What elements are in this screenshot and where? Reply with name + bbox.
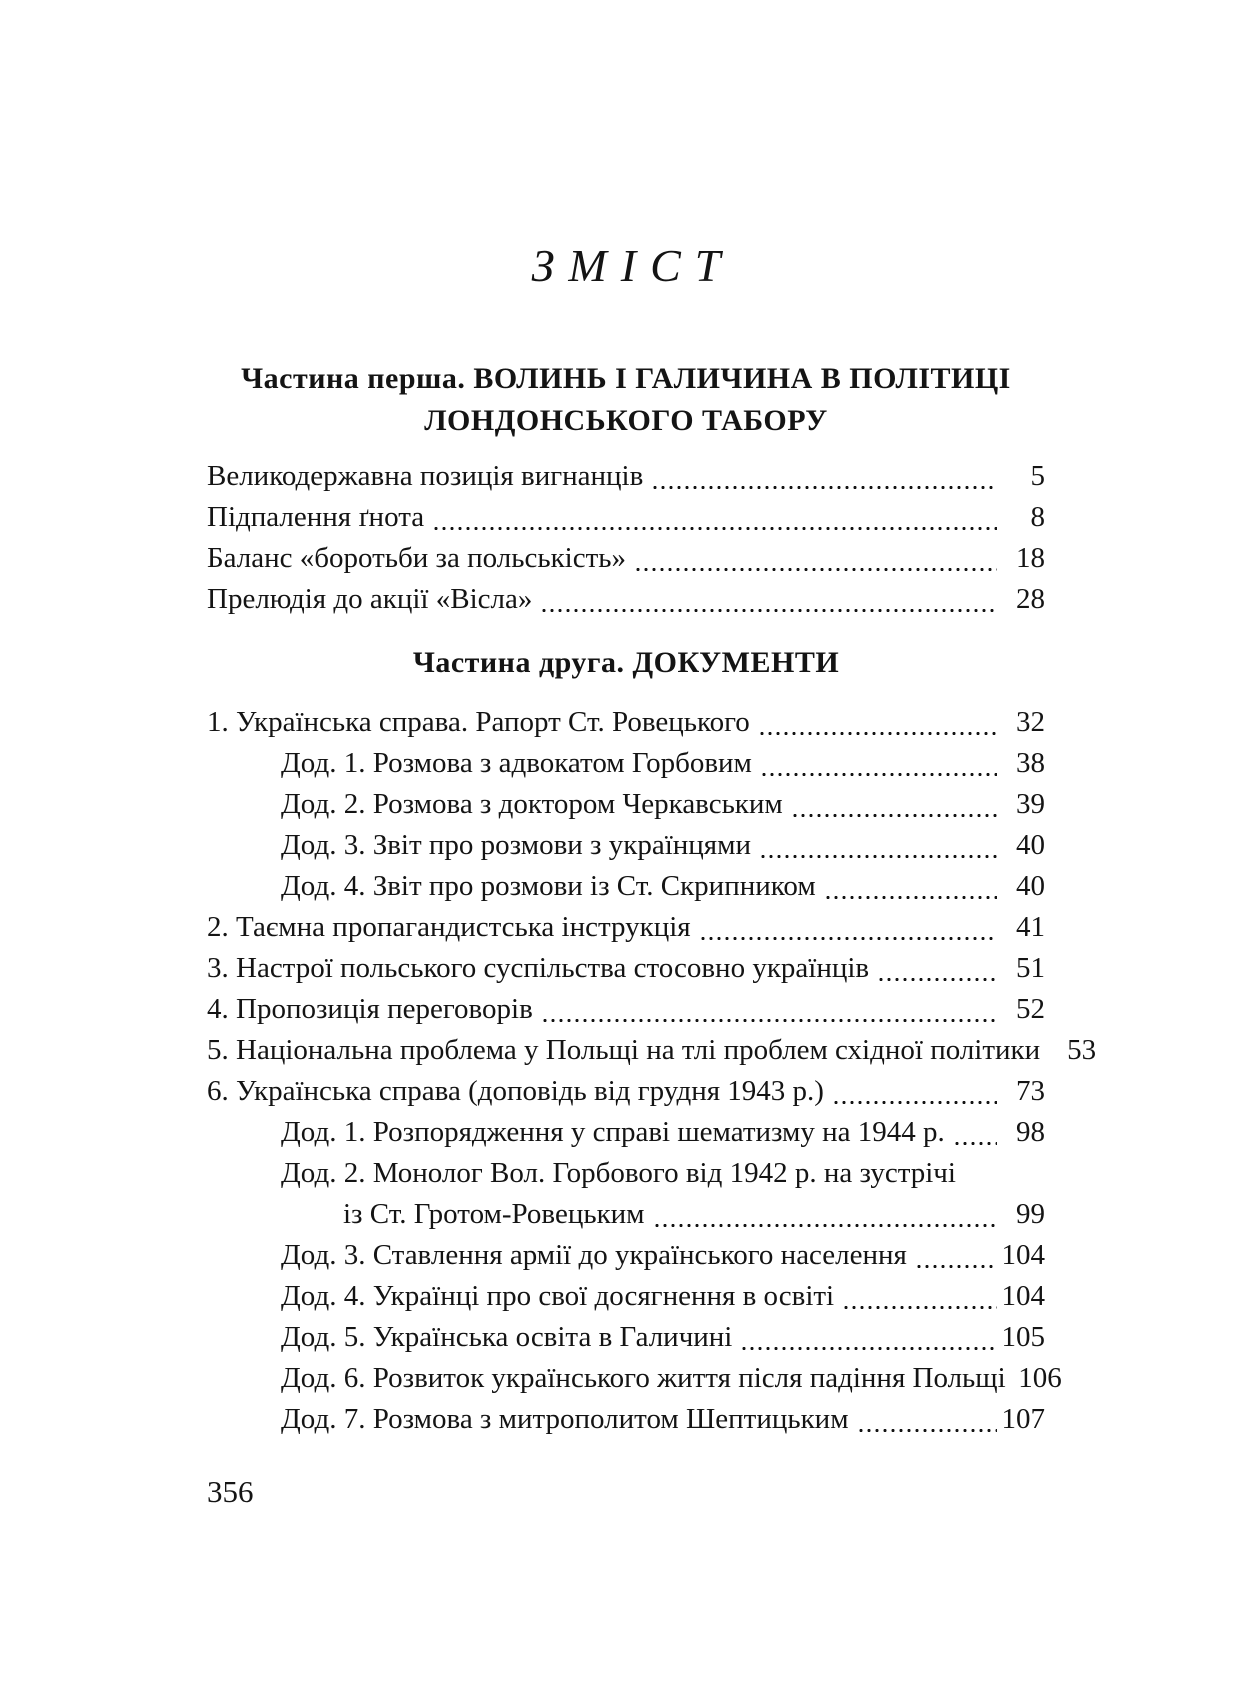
entry-label: Дод. 1. Розпорядження у справі шематизму на 1944 р. bbox=[281, 1116, 945, 1148]
dot-leader bbox=[760, 772, 997, 777]
toc-row bbox=[207, 1112, 1045, 1153]
entry-label: Дод. 2. Розмова з доктором Черкавським bbox=[281, 788, 783, 820]
toc-row bbox=[207, 948, 1045, 989]
section-one-heading-line-2: ЛОНДОНСЬКОГО ТАБОРУ bbox=[424, 404, 828, 437]
toc-row bbox=[207, 497, 1045, 538]
entry-label: Дод. 3. Звіт про розмови з українцями bbox=[281, 829, 752, 861]
toc-row bbox=[207, 1030, 1097, 1071]
section-one-heading bbox=[207, 358, 1045, 442]
dot-leader bbox=[634, 567, 997, 572]
dot-leader bbox=[540, 608, 997, 613]
entry-label: із Ст. Гротом-Ровецьким bbox=[343, 1198, 645, 1230]
entry-label: Дод. 5. Українська освіта в Галичині bbox=[281, 1321, 733, 1353]
toc-row bbox=[207, 702, 1045, 743]
dot-leader bbox=[953, 1141, 997, 1146]
entry-page-number: 40 bbox=[1016, 829, 1045, 861]
entry-page-number: 73 bbox=[1016, 1075, 1045, 1107]
entry-label: Дод. 4. Звіт про розмови із Ст. Скрипником bbox=[281, 870, 816, 902]
toc-row bbox=[207, 784, 1045, 825]
toc-row bbox=[207, 1276, 1045, 1317]
entry-page-number: 106 bbox=[1018, 1362, 1062, 1394]
entry-page-number: 39 bbox=[1016, 788, 1045, 820]
toc-content bbox=[207, 238, 1097, 1440]
section-part-one bbox=[207, 358, 1045, 620]
entry-page-number: 38 bbox=[1016, 747, 1045, 779]
section-two-heading-line-1: Частина друга. ДОКУМЕНТИ bbox=[412, 646, 840, 679]
dot-leader bbox=[541, 1018, 997, 1023]
entry-page-number: 105 bbox=[1001, 1321, 1045, 1353]
entry-page-number: 52 bbox=[1016, 993, 1045, 1025]
entry-label: Дод. 4. Українці про свої досягнення в освіті bbox=[281, 1280, 835, 1312]
entry-page-number: 28 bbox=[1016, 583, 1045, 615]
entry-page-number: 99 bbox=[1016, 1198, 1045, 1230]
dot-leader bbox=[842, 1305, 997, 1310]
toc-row bbox=[207, 907, 1045, 948]
entry-label: 6. Українська справа (доповідь від грудня 1943 р.) bbox=[207, 1075, 824, 1107]
dot-leader bbox=[758, 731, 997, 736]
toc-row bbox=[207, 1399, 1045, 1440]
entry-page-number: 18 bbox=[1016, 542, 1045, 574]
toc-row bbox=[207, 456, 1045, 497]
toc-row bbox=[207, 538, 1045, 579]
entry-label: 3. Настрої польського суспільства стосовно українців bbox=[207, 952, 870, 984]
section-part-two bbox=[207, 642, 1097, 1440]
entry-page-number: 104 bbox=[1001, 1239, 1045, 1271]
entry-page-number: 107 bbox=[1001, 1403, 1045, 1435]
entry-label: Підпалення ґнота bbox=[207, 501, 425, 533]
section-one-heading-line-1: Частина перша. ВОЛИНЬ І ГАЛИЧИНА В ПОЛІТИЦІ bbox=[241, 362, 1011, 395]
entry-page-number: 53 bbox=[1067, 1034, 1097, 1066]
toc-row bbox=[207, 579, 1045, 620]
dot-leader bbox=[915, 1264, 997, 1269]
entry-page-number: 8 bbox=[1030, 501, 1045, 533]
dot-leader bbox=[877, 977, 997, 982]
page-title: ЗМІСТ bbox=[531, 240, 735, 291]
toc-row bbox=[207, 743, 1045, 784]
toc-row bbox=[207, 1235, 1045, 1276]
entry-label: 4. Пропозиція переговорів bbox=[207, 993, 533, 1025]
toc-row bbox=[207, 1358, 1062, 1399]
entry-page-number: 41 bbox=[1016, 911, 1045, 943]
entry-label: Дод. 2. Монолог Вол. Горбового від 1942 р. на зустрічі bbox=[281, 1157, 956, 1189]
dot-leader bbox=[699, 936, 997, 941]
toc-row bbox=[207, 1194, 1045, 1235]
entry-label: 2. Таємна пропагандистська інструкція bbox=[207, 911, 691, 943]
toc-row bbox=[207, 866, 1045, 907]
dot-leader bbox=[857, 1428, 997, 1433]
entry-label: 1. Українська справа. Рапорт Ст. Ровецького bbox=[207, 706, 750, 738]
footer-page-number: 356 bbox=[207, 1474, 254, 1509]
section-two-entries bbox=[207, 702, 1097, 1440]
toc-row bbox=[207, 1153, 1045, 1194]
dot-leader bbox=[824, 895, 997, 900]
entry-label: Прелюдія до акції «Вісла» bbox=[207, 583, 533, 615]
entry-page-number: 98 bbox=[1016, 1116, 1045, 1148]
section-two-heading bbox=[207, 642, 1045, 684]
entry-label: Дод. 7. Розмова з митрополитом Шептицьким bbox=[281, 1403, 849, 1435]
dot-leader bbox=[759, 854, 997, 859]
entry-label: Баланс «боротьби за польськість» bbox=[207, 542, 626, 574]
entry-label: 5. Національна проблема у Польщі на тлі проблем східної політики bbox=[207, 1034, 1041, 1066]
entry-page-number: 104 bbox=[1001, 1280, 1045, 1312]
toc-row bbox=[207, 989, 1045, 1030]
toc-row bbox=[207, 1071, 1045, 1112]
dot-leader bbox=[651, 485, 997, 490]
dot-leader bbox=[740, 1346, 997, 1351]
entry-page-number: 40 bbox=[1016, 870, 1045, 902]
entry-label: Дод. 1. Розмова з адвокатом Горбовим bbox=[281, 747, 752, 779]
toc-row bbox=[207, 1317, 1045, 1358]
entry-page-number: 5 bbox=[1030, 460, 1045, 492]
dot-leader bbox=[432, 526, 997, 531]
entry-page-number: 51 bbox=[1016, 952, 1045, 984]
dot-leader bbox=[832, 1100, 997, 1105]
entry-label: Великодержавна позиція вигнанців bbox=[207, 460, 644, 492]
toc-row bbox=[207, 825, 1045, 866]
entry-label: Дод. 6. Розвиток українського життя після падіння Польщі bbox=[281, 1362, 1006, 1394]
entry-page-number: 32 bbox=[1016, 706, 1045, 738]
dot-leader bbox=[791, 813, 997, 818]
section-one-entries bbox=[207, 456, 1045, 620]
entry-label: Дод. 3. Ставлення армії до українського населення bbox=[281, 1239, 907, 1271]
dot-leader bbox=[653, 1223, 997, 1228]
